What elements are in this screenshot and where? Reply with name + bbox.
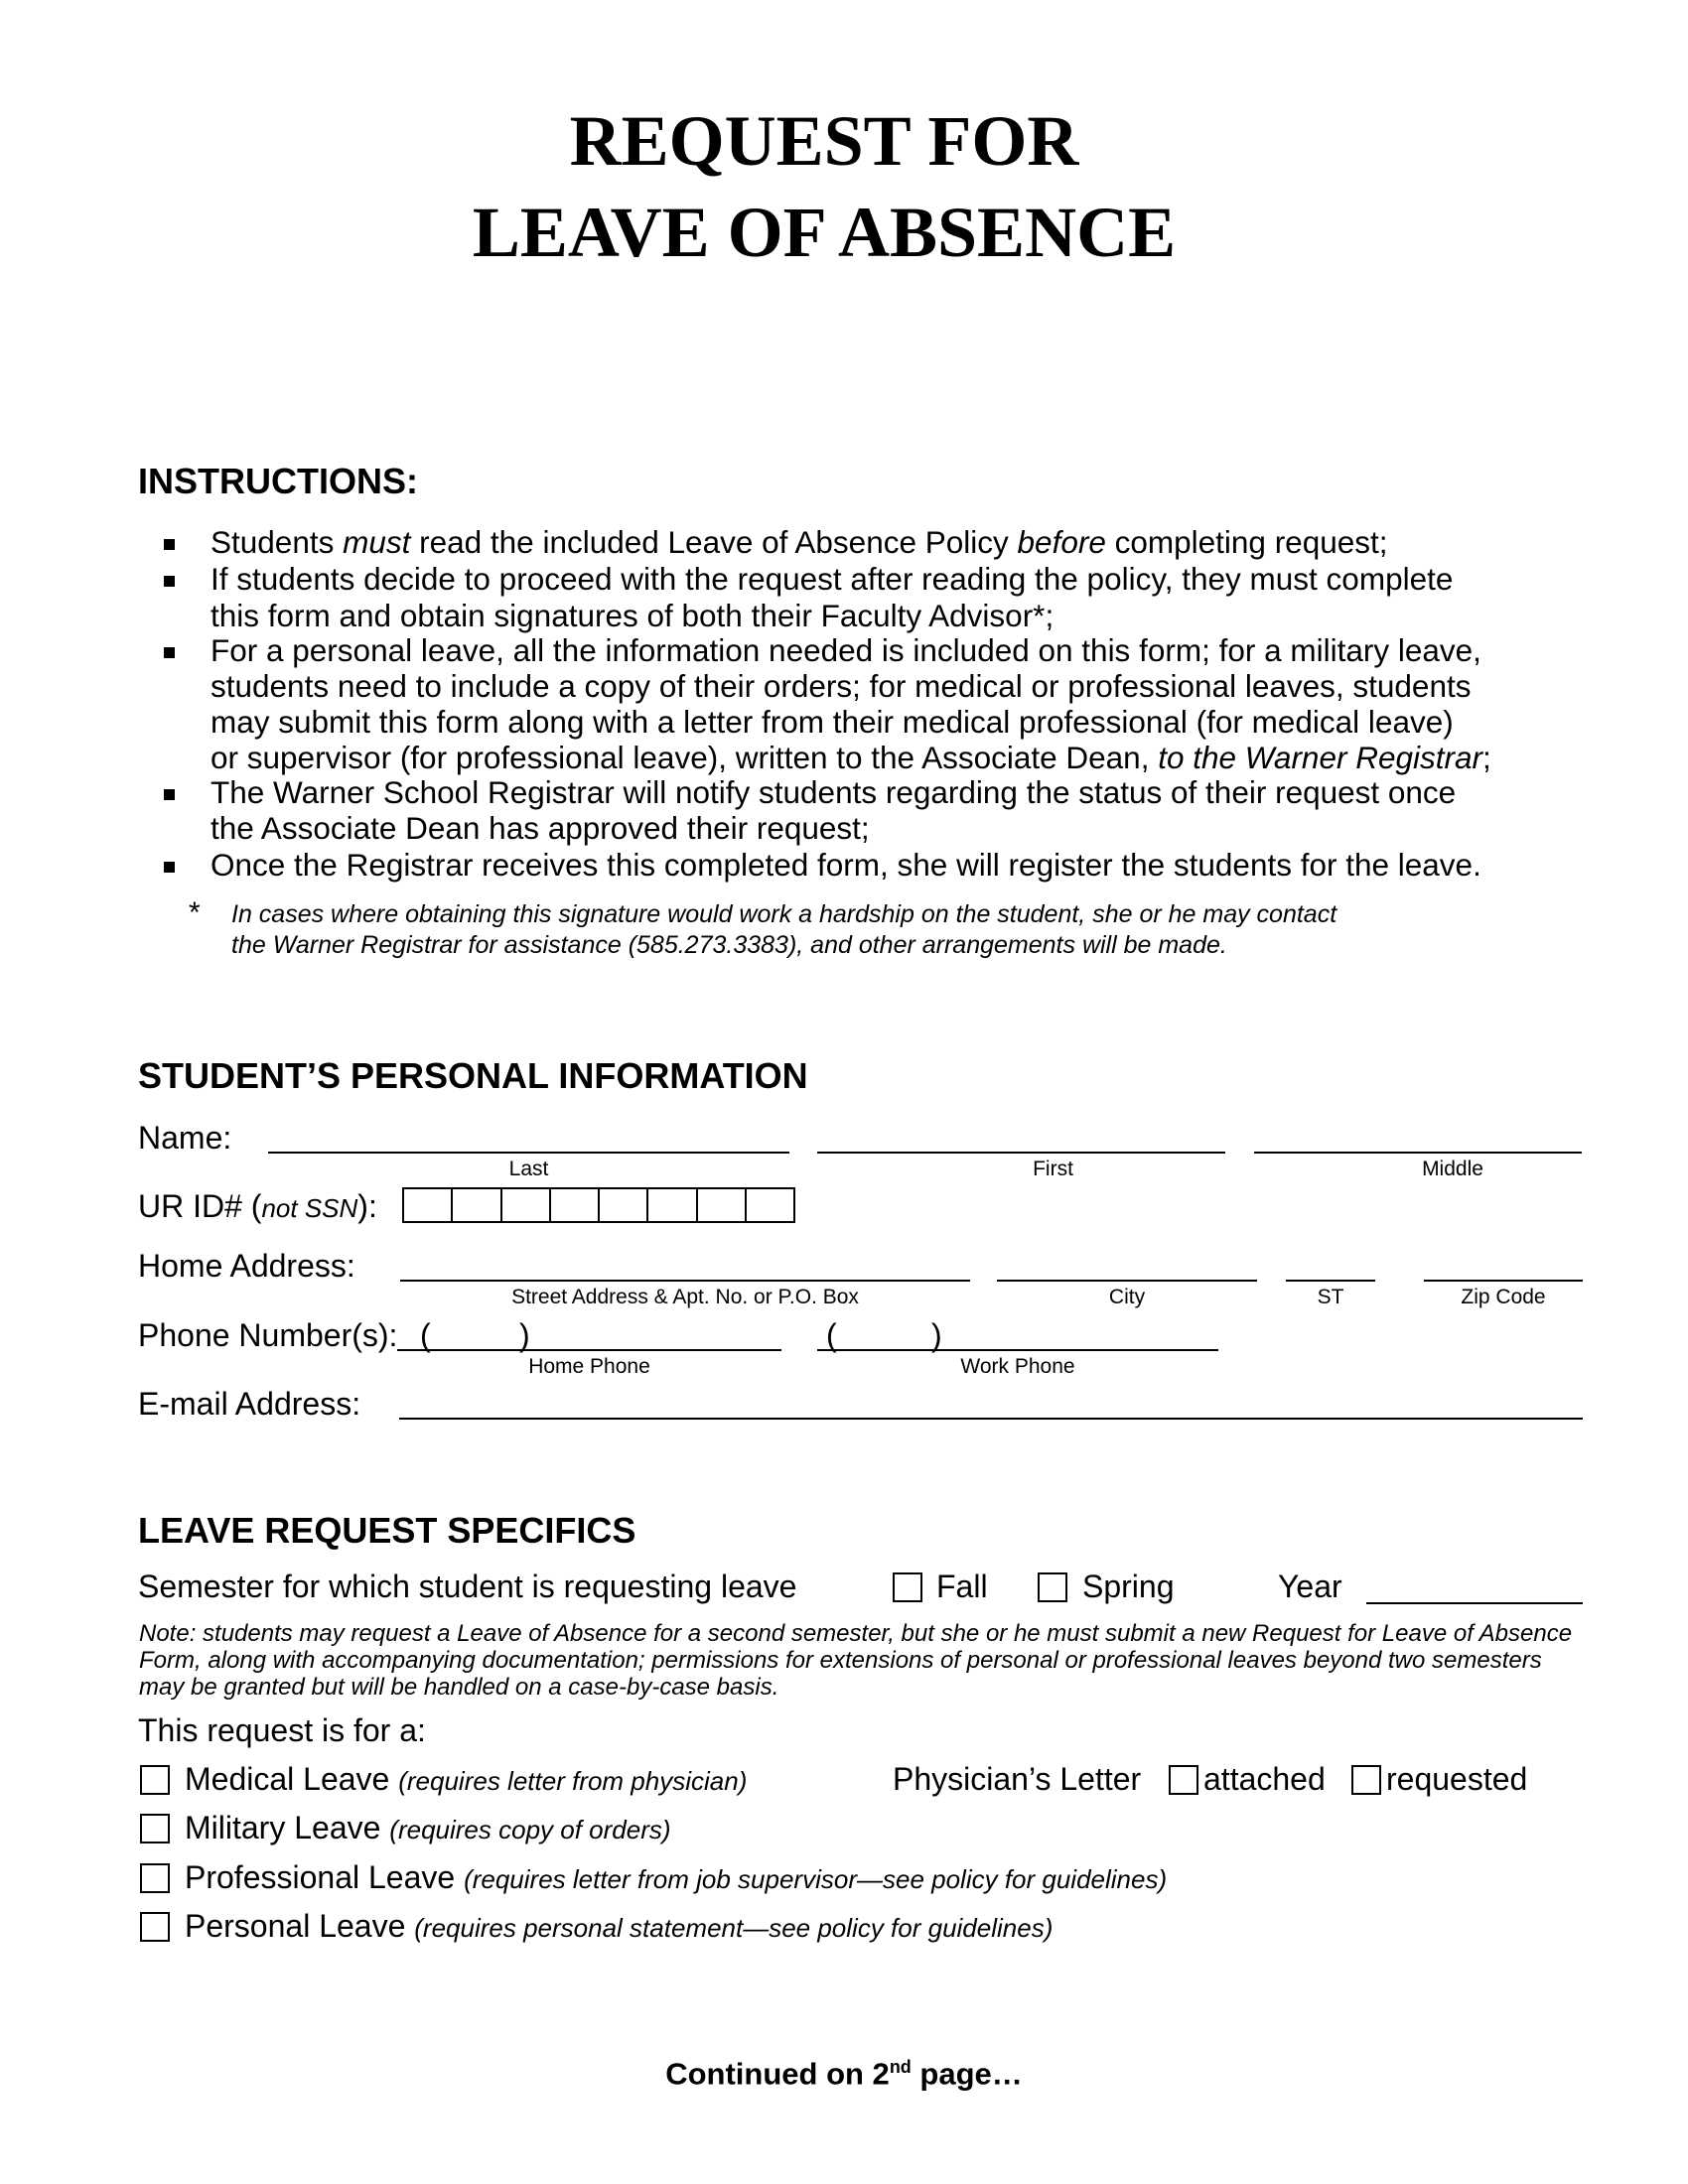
work-phone-caption: Work Phone: [960, 1355, 1075, 1378]
military-leave-checkbox[interactable]: [140, 1814, 170, 1843]
spring-label: Spring: [1082, 1569, 1175, 1604]
first-name-field[interactable]: [817, 1152, 1225, 1154]
state-field[interactable]: [1286, 1280, 1375, 1282]
professional-leave-label: Professional Leave (requires letter from job supervisor—see policy for guidelines): [185, 1859, 1168, 1895]
bullet-icon: [164, 647, 175, 658]
urid-digit-box[interactable]: [453, 1189, 501, 1221]
home-phone-caption: Home Phone: [528, 1355, 650, 1378]
bullet-icon: [164, 576, 175, 587]
fall-checkbox[interactable]: [893, 1572, 922, 1602]
last-caption: Last: [508, 1158, 549, 1180]
medical-leave-label: Medical Leave (requires letter from physician): [185, 1761, 748, 1797]
zip-code-field[interactable]: [1424, 1280, 1583, 1282]
instruction-line: the Associate Dean has approved their request;: [211, 810, 870, 846]
instruction-line: The Warner School Registrar will notify students regarding the status of their request once: [211, 774, 1457, 810]
street-caption: Street Address & Apt. No. or P.O. Box: [511, 1286, 859, 1308]
urid-digit-box[interactable]: [648, 1189, 697, 1221]
instruction-line: If students decide to proceed with the request after reading the policy, they must complete: [211, 561, 1454, 597]
request-for-label: This request is for a:: [138, 1712, 426, 1748]
home-phone-field[interactable]: [397, 1349, 781, 1351]
continued-note: Continued on 2nd page…: [665, 2056, 1023, 2092]
year-field[interactable]: [1366, 1602, 1583, 1604]
city-field[interactable]: [997, 1280, 1257, 1282]
work-phone-open-paren: (: [826, 1317, 837, 1353]
urid-label: UR ID# (not SSN):: [138, 1188, 377, 1224]
medical-leave-checkbox[interactable]: [140, 1765, 170, 1795]
urid-input-boxes[interactable]: [402, 1187, 795, 1223]
letter-requested-label: requested: [1386, 1761, 1528, 1797]
second-semester-note: Note: students may request a Leave of Absence for a second semester, but she or he must submit a new Request for Leave of Absence Form, along with accompanying documentation; permissions for extensions of personal or professional leaves beyond two semesters may be granted but will be handled on a case-by-case basis.: [139, 1620, 1573, 1701]
urid-digit-box[interactable]: [404, 1189, 453, 1221]
military-leave-label: Military Leave (requires copy of orders): [185, 1810, 671, 1845]
urid-digit-box[interactable]: [502, 1189, 551, 1221]
letter-requested-checkbox[interactable]: [1351, 1765, 1381, 1795]
fall-label: Fall: [936, 1569, 988, 1604]
physicians-letter-label: Physician’s Letter: [893, 1761, 1142, 1797]
professional-leave-checkbox[interactable]: [140, 1863, 170, 1893]
instruction-line: may submit this form along with a letter from their medical professional (for medical leave): [211, 704, 1454, 740]
semester-label: Semester for which student is requesting leave: [138, 1569, 797, 1604]
urid-digit-box[interactable]: [747, 1189, 793, 1221]
form-title-line2: LEAVE OF ABSENCE: [472, 193, 1177, 272]
personal-leave-checkbox[interactable]: [140, 1912, 170, 1942]
work-phone-field[interactable]: [817, 1349, 1218, 1351]
instruction-line: For a personal leave, all the information needed is included on this form; for a military leave,: [211, 632, 1481, 668]
urid-digit-box[interactable]: [600, 1189, 648, 1221]
year-label: Year: [1278, 1569, 1342, 1604]
middle-caption: Middle: [1422, 1158, 1483, 1180]
form-title-line1: REQUEST FOR: [569, 101, 1079, 181]
instructions-heading: INSTRUCTIONS:: [138, 461, 418, 501]
instruction-line: or supervisor (for professional leave), written to the Associate Dean, to the Warner Registrar;: [211, 740, 1491, 775]
last-name-field[interactable]: [268, 1152, 789, 1154]
personal-leave-label: Personal Leave (requires personal statement—see policy for guidelines): [185, 1908, 1054, 1944]
instruction-line: Students must read the included Leave of Absence Policy before completing request;: [211, 524, 1388, 560]
zip-caption: Zip Code: [1461, 1286, 1546, 1308]
city-caption: City: [1108, 1286, 1146, 1308]
middle-name-field[interactable]: [1254, 1152, 1582, 1154]
home-phone-open-paren: (: [420, 1317, 431, 1353]
email-label: E-mail Address:: [138, 1386, 361, 1422]
name-label: Name:: [138, 1120, 232, 1156]
leave-specifics-heading: LEAVE REQUEST SPECIFICS: [138, 1510, 636, 1551]
letter-attached-checkbox[interactable]: [1169, 1765, 1198, 1795]
bullet-icon: [164, 539, 175, 550]
work-phone-close-paren: ): [931, 1317, 942, 1353]
footnote-mark: *: [189, 896, 201, 929]
bullet-icon: [164, 862, 175, 873]
first-caption: First: [1033, 1158, 1073, 1180]
personal-info-heading: STUDENT’S PERSONAL INFORMATION: [138, 1055, 808, 1096]
instruction-line: this form and obtain signatures of both their Faculty Advisor*;: [211, 598, 1055, 633]
home-phone-close-paren: ): [519, 1317, 530, 1353]
spring-checkbox[interactable]: [1038, 1572, 1067, 1602]
email-field[interactable]: [399, 1418, 1583, 1420]
bullet-icon: [164, 789, 175, 800]
home-address-label: Home Address:: [138, 1248, 355, 1284]
letter-attached-label: attached: [1203, 1761, 1326, 1797]
urid-digit-box[interactable]: [698, 1189, 747, 1221]
instruction-line: Once the Registrar receives this completed form, she will register the students for the leave.: [211, 847, 1481, 883]
instruction-line: students need to include a copy of their orders; for medical or professional leaves, students: [211, 668, 1472, 704]
urid-digit-box[interactable]: [551, 1189, 600, 1221]
phone-label: Phone Number(s):: [138, 1317, 398, 1353]
street-address-field[interactable]: [400, 1280, 970, 1282]
footnote-line1: In cases where obtaining this signature would work a hardship on the student, she or he may contact: [231, 900, 1337, 928]
footnote-line2: the Warner Registrar for assistance (585.273.3383), and other arrangements will be made.: [231, 931, 1227, 959]
state-caption: ST: [1317, 1286, 1344, 1308]
